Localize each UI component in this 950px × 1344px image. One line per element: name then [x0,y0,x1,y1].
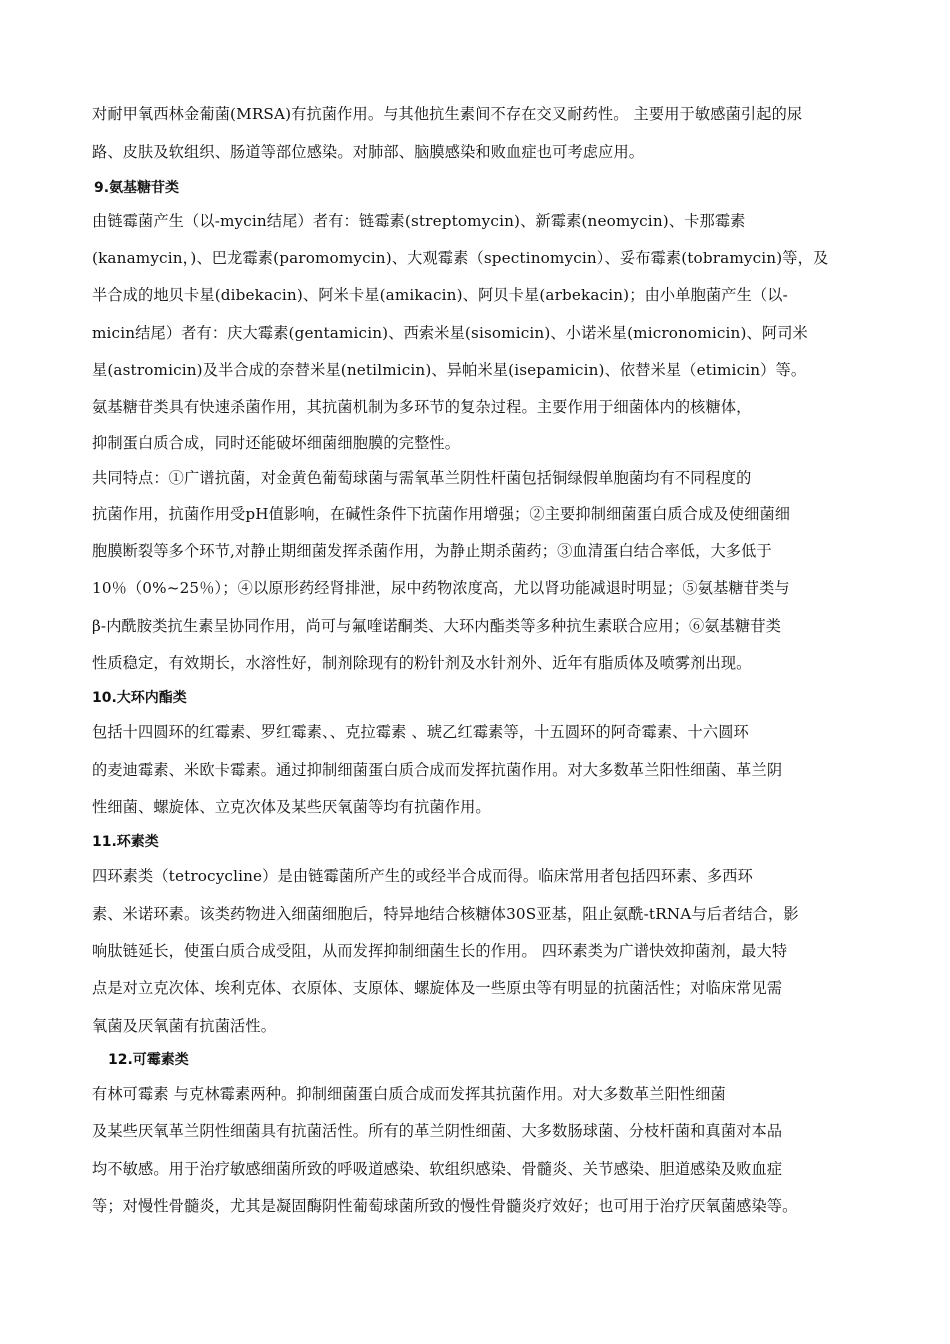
intro-line: 对耐甲氧西林金葡菌(MRSA)有抗菌作用。与其他抗生素间不存在交叉耐药性。 主要用于敏感菌引起的尿 [92,105,803,123]
paragraph-line: 抗菌作用，抗菌作用受pH值影响，在碱性条件下抗菌作用增强；②主要抑制细菌蛋白质合成及使细菌细 [92,505,791,523]
paragraph-line: β-内酰胺类抗生素呈协同作用，尚可与氟喹诺酮类、大环内酯类等多种抗生素联合应用；⑥氨基糖苷类 [92,617,782,635]
paragraph-line: 性细菌、螺旋体、立克次体及某些厌氧菌等均有抗菌作用。 [92,798,491,816]
paragraph-line: 抑制蛋白质合成，同时还能破坏细菌细胞膜的完整性。 [92,434,461,452]
paragraph-line: 响肽链延长，使蛋白质合成受阻，从而发挥抑制细菌生长的作用。 四环素类为广谱快效抑菌剂，最大特 [92,942,788,960]
paragraph-line: 氨基糖苷类具有快速杀菌作用，其抗菌机制为多环节的复杂过程。主要作用于细菌体内的核糖体， [92,398,752,416]
paragraph-line: 及某些厌氧革兰阴性细菌具有抗菌活性。所有的革兰阴性细菌、大多数肠球菌、分枝杆菌和真菌对本品 [92,1122,783,1140]
section-heading-12: 12.可霉素类 [108,1052,189,1068]
paragraph-line: 的麦迪霉素、米欧卡霉素。通过抑制细菌蛋白质合成而发挥抗菌作用。对大多数革兰阳性细菌、革兰阴 [92,761,783,779]
paragraph-line: 素、米诺环素。该类药物进入细菌细胞后，特异地结合核糖体30S亚基，阻止氨酰-tRNA与后者结合，影 [92,905,799,923]
paragraph-line: 四环素类（tetrocycline）是由链霉菌所产生的或经半合成而得。临床常用者包括四环素、多西环 [92,867,753,885]
paragraph-line: (kanamycin，)、巴龙霉素(paromomycin)、大观霉素（spectinomycin）、妥布霉素(tobramycin)等，及 [92,249,829,267]
paragraph-line: 均不敏感。用于治疗敏感细菌所致的呼吸道感染、软组织感染、骨髓炎、关节感染、胆道感染及败血症 [92,1160,783,1178]
paragraph-line: 包括十四圆环的红霉素、罗红霉素、、克拉霉素 、琥乙红霉素等，十五圆环的阿奇霉素、十六圆环 [92,723,749,741]
paragraph-line: 由链霉菌产生（以-mycin结尾）者有：链霉素(streptomycin)、新霉素(neomycin)、卡那霉素 [92,212,746,230]
paragraph-line: 胞膜断裂等多个环节,对静止期细菌发挥杀菌作用，为静止期杀菌药；③血清蛋白结合率低，大多低于 [92,542,772,560]
section-heading-11: 11.环素类 [92,834,159,850]
section-heading-10: 10.大环内酯类 [92,690,187,706]
paragraph-line: 共同特点：①广谱抗菌，对金黄色葡萄球菌与需氧革兰阴性杆菌包括铜绿假单胞菌均有不同程度的 [92,469,752,487]
paragraph-line: 等；对慢性骨髓炎，尤其是凝固酶阴性葡萄球菌所致的慢性骨髓炎疗效好；也可用于治疗厌氧菌感染等。 [92,1197,798,1215]
paragraph-line: 性质稳定，有效期长，水溶性好，制剂除现有的粉针剂及水针剂外、近年有脂质体及喷雾剂出现。 [92,654,752,672]
paragraph-line: 10％（0%~25％）；④以原形药经肾排泄，尿中药物浓度高，尤以肾功能减退时明显；⑤氨基糖苷类与 [92,579,790,597]
paragraph-line: 氧菌及厌氧菌有抗菌活性。 [92,1017,277,1035]
paragraph-line: micin结尾）者有：庆大霉素(gentamicin)、西索米星(sisomicin)、小诺米星(micronomicin)、阿司米 [92,324,808,342]
paragraph-line: 半合成的地贝卡星(dibekacin)、阿米卡星(amikacin)、阿贝卡星(arbekacin)；由小单胞菌产生（以- [92,286,788,304]
paragraph-line: 点是对立克次体、埃利克体、衣原体、支原体、螺旋体及一些原虫等有明显的抗菌活性；对临床常见需 [92,979,783,997]
intro-line: 路、皮肤及软组织、肠道等部位感染。对肺部、脑膜感染和败血症也可考虑应用。 [92,143,645,161]
section-heading-9: 9.氨基糖苷类 [94,180,180,196]
paragraph-line: 有林可霉素 与克林霉素两种。抑制细菌蛋白质合成而发挥其抗菌作用。对大多数革兰阳性细菌 [92,1085,726,1103]
paragraph-line: 星(astromicin)及半合成的奈替米星(netilmicin)、异帕米星(isepamicin)、依替米星（etimicin）等。 [92,361,807,379]
